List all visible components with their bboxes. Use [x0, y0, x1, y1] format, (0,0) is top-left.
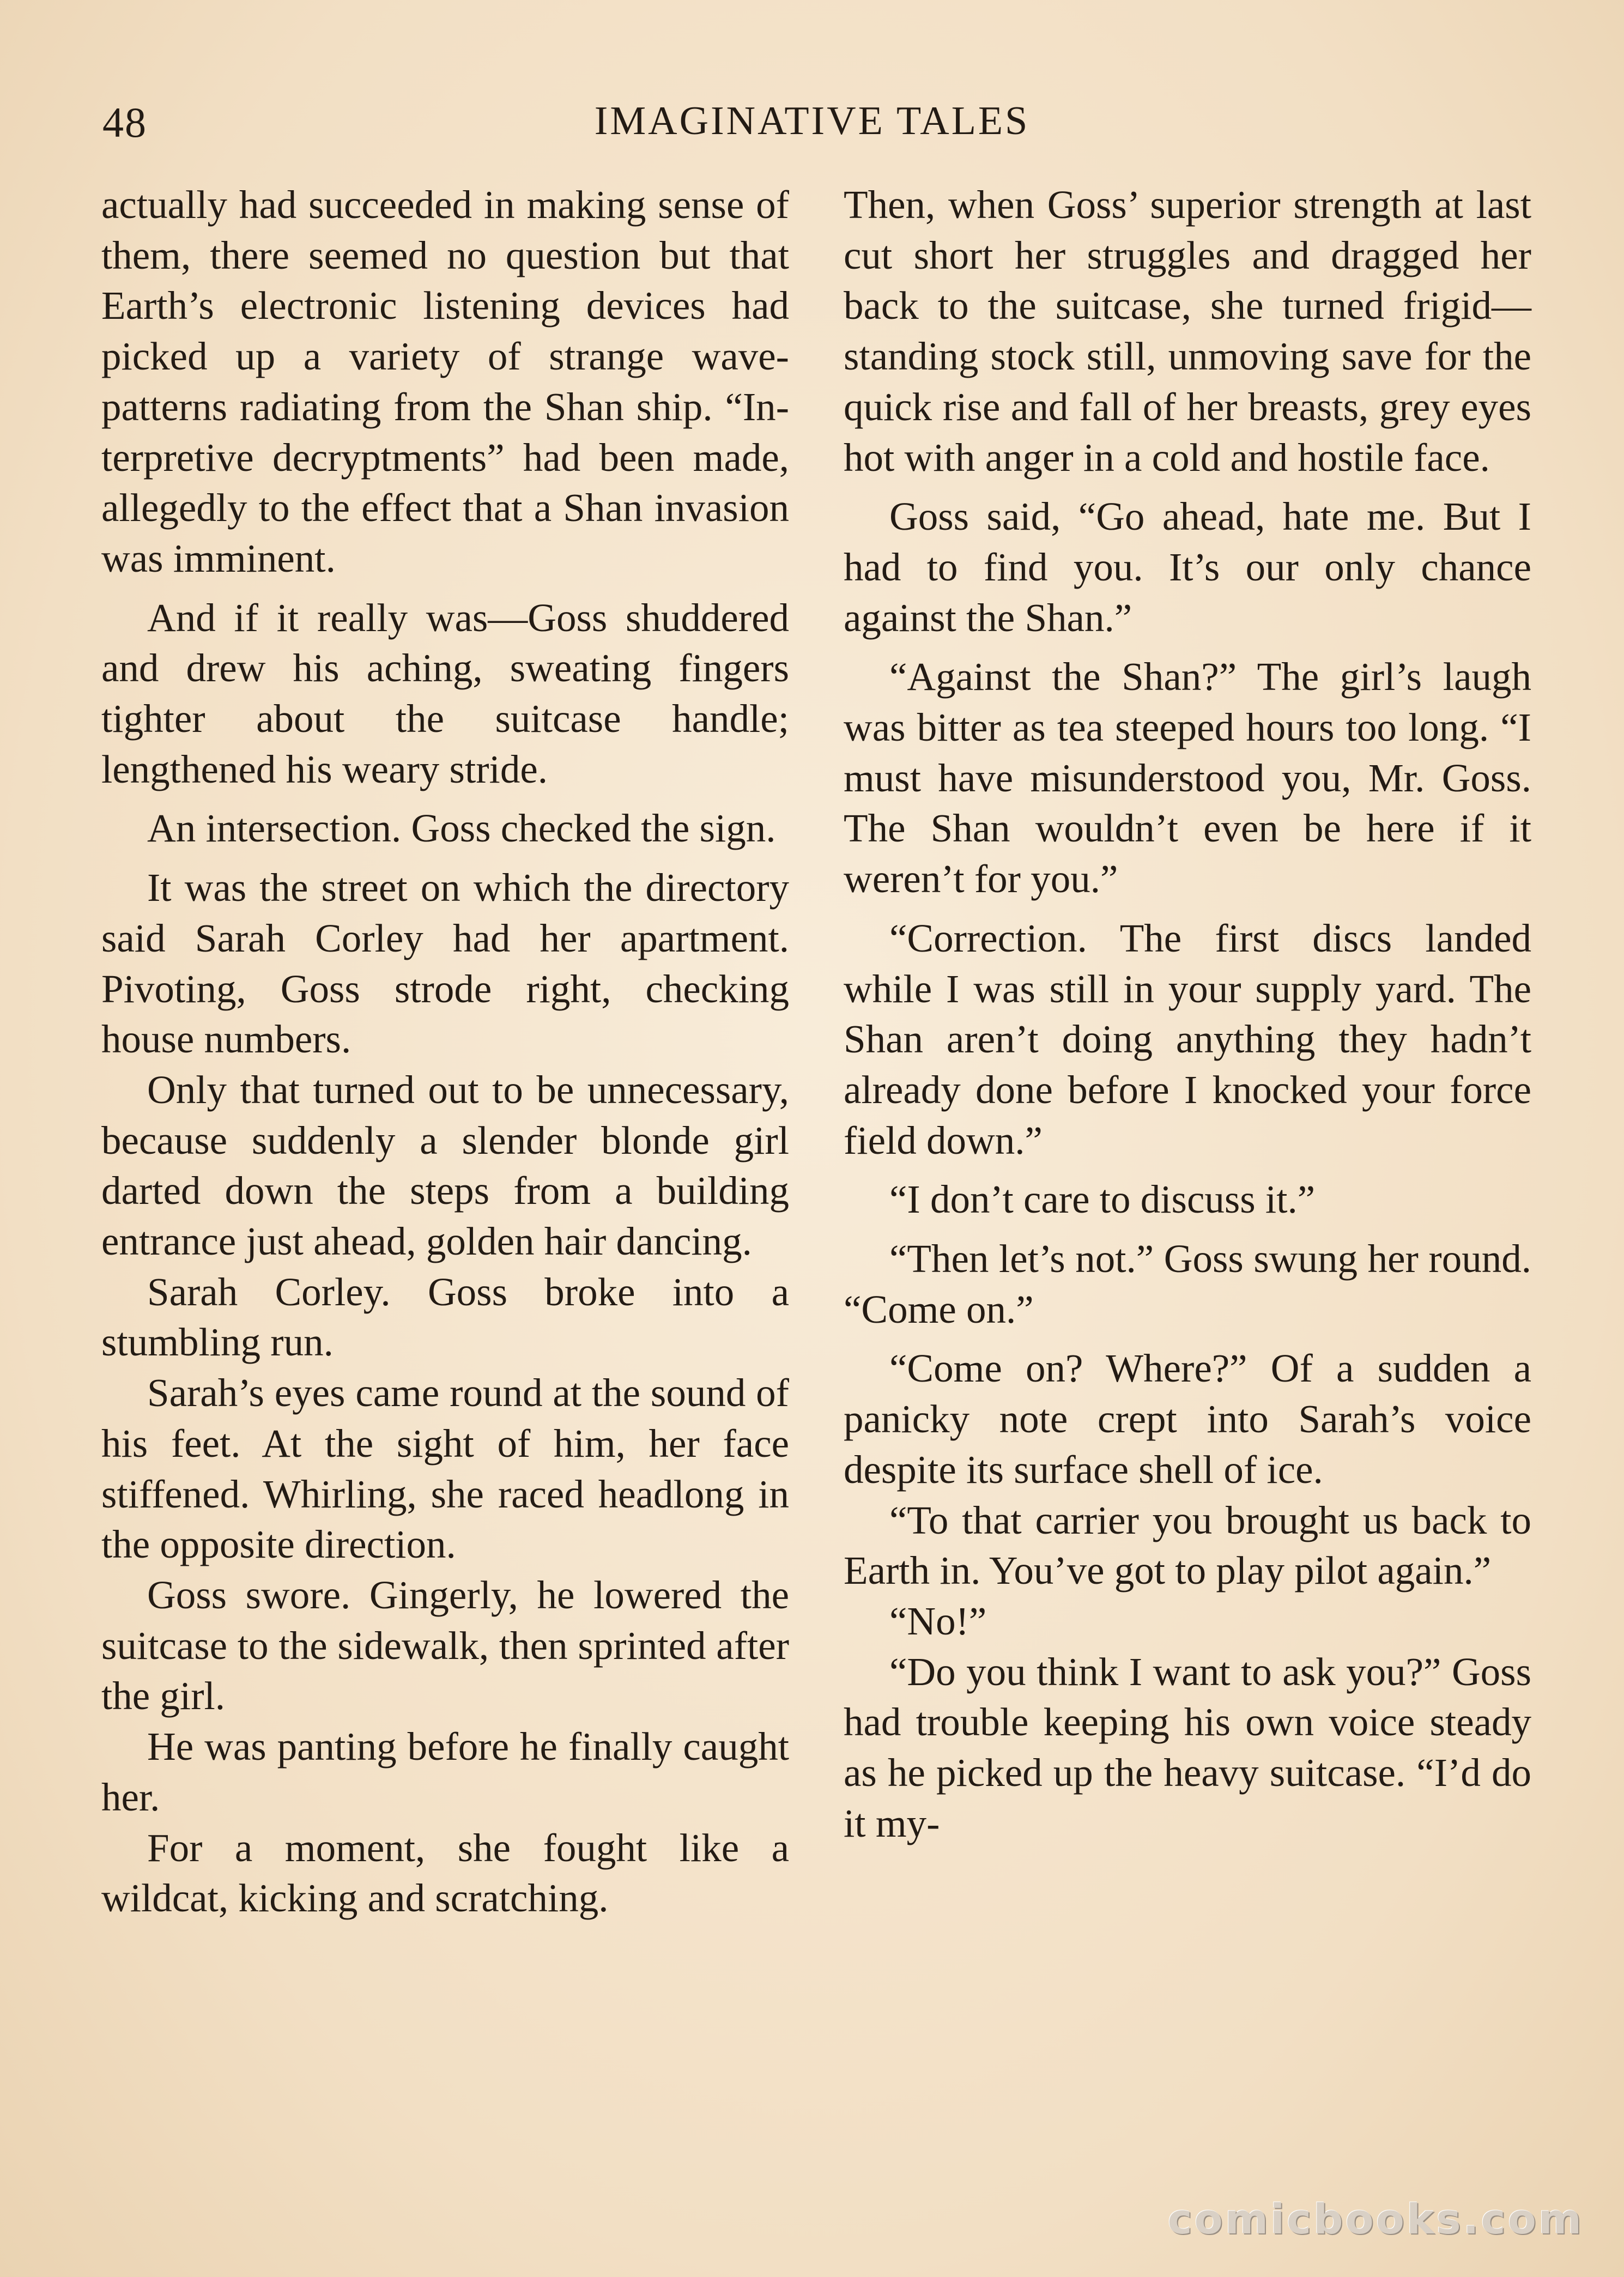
paragraph: “Against the Shan?” The girl’s laugh was bitter as tea steeped hours too long. “I must have misunderstood you, Mr. Goss. The Shan wouldn’t even be here if it weren’t for you.”: [844, 655, 1531, 901]
paragraph: Sarah’s eyes came round at the sound of his feet. At the sight of him, her face stiffened. Whirling, she raced headlong in the opposite direction.: [101, 1371, 789, 1567]
paragraph: Only that turned out to be unnecessary, because suddenly a slender blonde girl darted down the steps from a building entrance just ahead, golden hair dancing.: [101, 1067, 789, 1264]
paragraph: And if it really was—Goss shuddered and drew his aching, sweating fingers tighter about the suitcase handle; lengthened his weary stride.: [101, 595, 789, 791]
page-header: [0, 98, 1624, 163]
paragraph: For a moment, she fought like a wildcat, kicking and scratching.: [101, 1825, 789, 1921]
right-column: [844, 180, 1531, 1849]
paragraph: “Do you think I want to ask you?” Goss had trouble keeping his own voice steady as he picked up the heavy suitcase. “I’d do it my-: [844, 1649, 1531, 1845]
paragraph: “Then let’s not.” Goss swung her round. “Come on.”: [844, 1237, 1531, 1331]
paragraph: Then, when Goss’ superior strength at last cut short her struggles and dragged her back to the suitcase, she turned frigid—standing stock still, unmoving save for the quick rise and fall of her breasts, grey eyes hot with anger in a cold and hostile face.: [844, 183, 1531, 480]
paragraph: actually had succeeded in making sense of them, there seemed no question but that Earth’s electronic listening devices had picked up a variety of strange wave-patterns radiating from the Shan ship. “Interpretive decryptments” had been made, allegedly to the effect that a Shan invasion was imminent.: [101, 183, 789, 580]
paragraph: “To that carrier you brought us back to Earth in. You’ve got to play pilot again.”: [844, 1498, 1531, 1593]
paragraph: Goss said, “Go ahead, hate me. But I had to find you. It’s our only chance against the Shan.”: [844, 494, 1531, 640]
paragraph: “Correction. The first discs landed while I was still in your supply yard. The Shan aren’t doing anything they hadn’t already done before I knocked your force field down.”: [844, 916, 1531, 1162]
paragraph: “No!”: [889, 1598, 987, 1643]
paragraph: “I don’t care to discuss it.”: [889, 1177, 1316, 1222]
paragraph: Goss swore. Gingerly, he lowered the suitcase to the sidewalk, then sprinted after the girl.: [101, 1572, 789, 1718]
paragraph: It was the street on which the directory said Sarah Corley had her apartment. Pivoting, Goss strode right, checking house numbers.: [101, 865, 789, 1062]
paragraph: He was panting before he finally caught her.: [101, 1724, 789, 1819]
left-column: [101, 180, 789, 1924]
paragraph: An intersection. Goss checked the sign.: [147, 806, 776, 851]
paragraph: “Come on? Where?” Of a sudden a panicky note crept into Sarah’s voice despite its surface shell of ice.: [844, 1346, 1531, 1492]
page-number: 48: [102, 99, 147, 146]
running-title: IMAGINATIVE TALES: [594, 99, 1030, 143]
watermark-logo: comicbooks.com: [1167, 2195, 1584, 2243]
paragraph: Sarah Corley. Goss broke into a stumbling run.: [101, 1269, 789, 1365]
